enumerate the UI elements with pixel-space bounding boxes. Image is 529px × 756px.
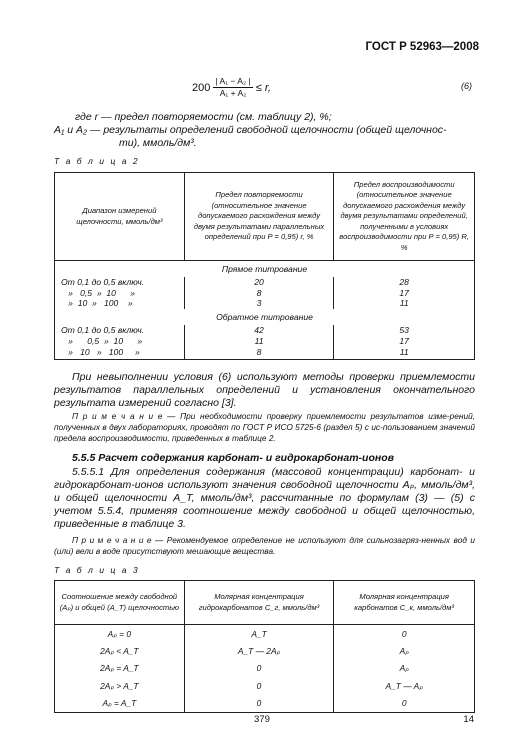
where-line-2: A₁ и A₂ — результаты определений свободной щелочности (общей щелочнос-	[54, 124, 447, 136]
table2-header-repeatability: Предел повторяемости (относительное значение допускаемого расхождения между двумя результатами параллельных определений при P = 0,95) r, %	[184, 173, 334, 261]
table-row	[55, 695, 475, 713]
formula-tail: ≤ r,	[255, 81, 271, 94]
table2-cell-r: 8	[184, 288, 334, 299]
table2-cell-range: » 0,5 » 10 »	[55, 288, 185, 299]
table-2	[54, 172, 475, 360]
table3-cell-bicarbonate: 0	[184, 660, 334, 677]
table2-cell-r: 8	[184, 347, 334, 360]
formula-numerator: | A₁ − A₂ |	[215, 76, 251, 86]
table3-cell-carbonate: A_T — Aₚ	[334, 678, 475, 695]
table3-cell-bicarbonate: 0	[184, 695, 334, 713]
table2-cell-R: 28	[334, 277, 475, 288]
table-row	[55, 660, 475, 677]
table-row	[55, 678, 475, 695]
note-1	[54, 411, 475, 445]
table2-cell-R: 17	[334, 336, 475, 347]
document-id: ГОСТ Р 52963—2008	[365, 41, 479, 53]
table2-cell-r: 42	[184, 325, 334, 336]
table-row	[55, 347, 475, 360]
table2-cell-R: 53	[334, 325, 475, 336]
table3-cell-relation: 2Aₚ > A_T	[55, 678, 185, 695]
where-line-3: ти), ммоль/дм³.	[119, 137, 197, 149]
table3-cell-bicarbonate: A_T — 2Aₚ	[184, 643, 334, 660]
formula-denominator: A₁ + A₂	[219, 88, 247, 98]
table2-cell-R: 11	[334, 347, 475, 360]
table2-cell-range: » 10 » 100 »	[55, 298, 185, 309]
page-number-right: 14	[463, 714, 474, 725]
table2-cell-range: » 0,5 » 10 »	[55, 336, 185, 347]
note-1-text: — При необходимости проверку приемлемости результатов изме-рений, полученных в двух лабораториях, проводят по ГОСТ Р ИСО 5725-6 (раздел 5) с ис-пользованием значений предела воспроизводимости, приведенных в таблице 2.	[54, 411, 475, 444]
table2-cell-range: » 10 » 100 »	[55, 347, 185, 360]
paragraph-acceptance: При невыполнении условия (6) используют методы проверки приемлемости результатов параллельных определений и установления окончательного результата измерений согласно [3].	[54, 371, 475, 409]
table3-caption: Т а б л и ц а 3	[54, 565, 140, 575]
formula-coefficient: 200	[192, 81, 211, 94]
table-row	[55, 325, 475, 336]
table3-header-bicarbonate: Молярная концентрация гидрокарбонатов C_г, ммоль/дм³	[184, 581, 334, 625]
table2-header-reproducibility: Предел воспроизводимости (относительное значение допускаемого расхождения между двумя результатами определений, полученными в условиях воспроизводимости при P = 0,95) R, %	[334, 173, 475, 261]
where-line-1: где r — предел повторяемости (см. таблицу 2), %;	[75, 111, 332, 123]
table2-cell-r: 11	[184, 336, 334, 347]
note-1-label: П р и м е ч а н и е	[72, 411, 163, 421]
table-row	[55, 643, 475, 660]
section-title: 5.5.5 Расчет содержания карбонат- и гидрокарбонат-ионов	[72, 452, 394, 464]
table2-cell-R: 11	[334, 298, 475, 309]
table2-cell-range: От 0,1 до 0,5 включ.	[55, 325, 185, 336]
table3-cell-carbonate: 0	[334, 695, 475, 713]
note-2-text: — Рекомендуемое определение не используют для сильнозагряз-ненных вод и (или) вели в воде присутствуют мешающие вещества.	[54, 535, 475, 557]
formula-6	[192, 76, 271, 99]
table-row	[55, 336, 475, 347]
note-2-label: П р и м е ч а н и е	[72, 535, 152, 545]
table3-cell-bicarbonate: A_T	[184, 625, 334, 644]
table-row	[55, 277, 475, 288]
table3-cell-carbonate: Aₚ	[334, 643, 475, 660]
formula-fraction	[213, 76, 252, 99]
section-paragraph: 5.5.5.1 Для определения содержания (массовой концентрации) карбонат- и гидрокарбонат-ионов используют значения свободной щелочности Aₚ, ммоль/дм³, и общей щелочности A_T, ммоль/дм³, рассчитанные по формулам (3) — (5) с учетом 5.5.4, применяя соотношение между свободной и общей щелочностью, приведенные в таблице 3.	[54, 466, 475, 530]
table-row	[55, 625, 475, 644]
page-number-center: 379	[254, 714, 270, 725]
formula-number: (6)	[461, 81, 472, 91]
table3-cell-carbonate: Aₚ	[334, 660, 475, 677]
table-row	[55, 288, 475, 299]
table2-cell-r: 20	[184, 277, 334, 288]
table3-cell-relation: Aₚ = 0	[55, 625, 185, 644]
table3-cell-relation: 2Aₚ = A_T	[55, 660, 185, 677]
table2-cell-range: От 0,1 до 0,5 включ.	[55, 277, 185, 288]
table2-section-title: Обратное титрование	[55, 309, 475, 325]
table2-header-range: Диапазон измерений щелочности, ммоль/дм³	[55, 173, 185, 261]
table3-cell-relation: Aₚ = A_T	[55, 695, 185, 713]
table3-cell-carbonate: 0	[334, 625, 475, 644]
table2-section-title: Прямое титрование	[55, 261, 475, 277]
table3-cell-relation: 2Aₚ < A_T	[55, 643, 185, 660]
table2-cell-R: 17	[334, 288, 475, 299]
table3-cell-bicarbonate: 0	[184, 678, 334, 695]
note-2	[54, 535, 475, 557]
table3-header-carbonate: Молярная концентрация карбонатов C_к, ммоль/дм³	[334, 581, 475, 625]
table2-caption: Т а б л и ц а 2	[54, 156, 140, 166]
table-row	[55, 298, 475, 309]
table3-header-relation: Соотношение между свободной (Aₚ) и общей (A_T) щелочностью	[55, 581, 185, 625]
table-3	[54, 580, 475, 713]
table2-cell-r: 3	[184, 298, 334, 309]
